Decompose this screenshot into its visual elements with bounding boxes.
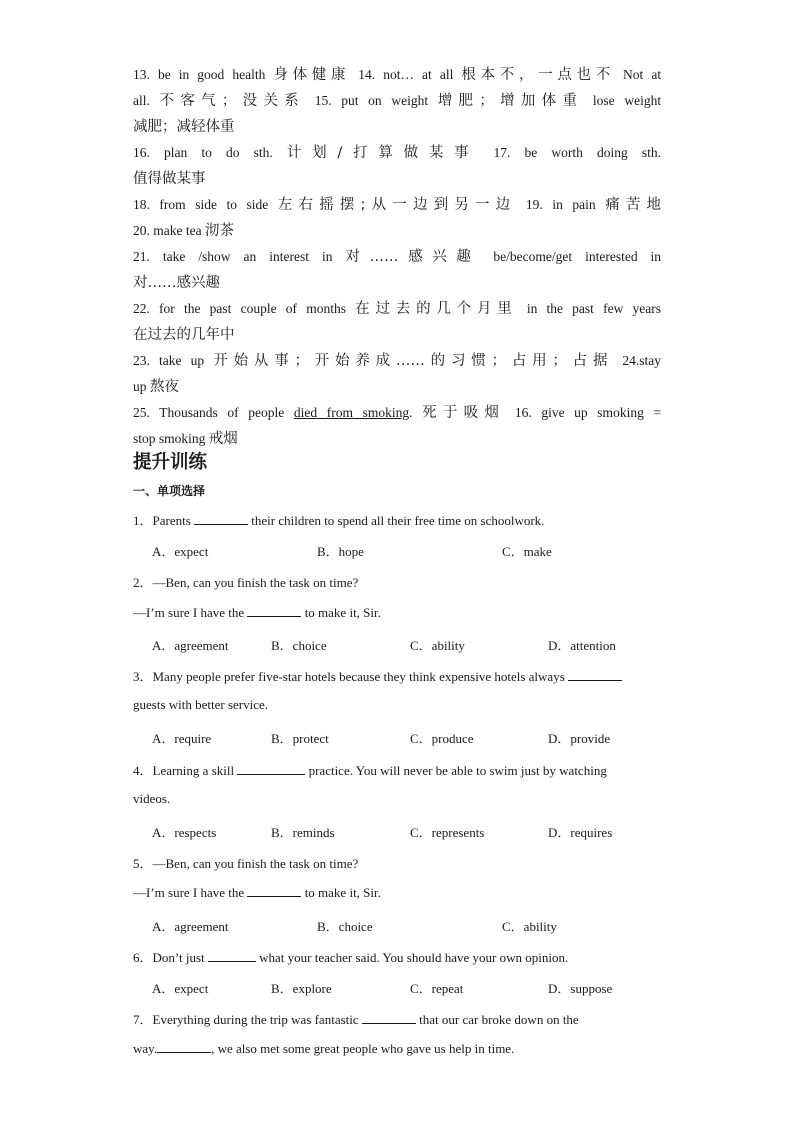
question-text: way. (133, 1041, 158, 1056)
vocab-line (133, 140, 661, 166)
vocab-phrase: 19. in pain (525, 197, 596, 212)
question-6 (133, 947, 568, 966)
vocab-phrase: 25. Thousands of people (133, 405, 285, 420)
question-text: 6．Don’t just (133, 950, 205, 965)
question-text: their children to spend all their free time on schoolwork. (251, 513, 545, 528)
question-text: 3．Many people prefer five-star hotels because they think expensive hotels always (133, 669, 565, 684)
question-text: that our car broke down on the (419, 1012, 579, 1027)
vocab-meaning: 左右摇摆;从一边到另一边 (277, 197, 517, 213)
vocab-line (133, 62, 661, 88)
vocab-line (133, 426, 661, 452)
section-title: 提升训练 (133, 452, 208, 473)
vocab-meaning: 根本不，一点也不 (461, 67, 615, 83)
vocab-phrase: 15. put on weight (314, 93, 429, 108)
option-a[interactable]: A．expect (152, 981, 209, 996)
vocabulary-list (133, 62, 661, 452)
vocab-meaning: 戒烟 (208, 431, 238, 447)
question-text: —I’m sure I have the (133, 605, 245, 620)
vocab-line (133, 244, 661, 270)
vocab-phrase: in the past few years (526, 301, 662, 316)
answer-blank[interactable] (247, 604, 301, 617)
option-d[interactable]: D．attention (548, 638, 616, 653)
vocab-line (133, 166, 661, 192)
vocab-meaning: 减肥；减轻体重 (133, 119, 235, 135)
answer-blank[interactable] (362, 1011, 416, 1024)
option-a[interactable]: A．agreement (152, 919, 229, 934)
question-text: 2．—Ben, can you finish the task on time? (133, 575, 359, 590)
option-b[interactable]: B．hope (317, 544, 364, 559)
vocab-phrase: 17. be worth doing sth. (493, 145, 662, 160)
vocab-phrase: 16. plan to do sth. (133, 145, 273, 160)
question-2-line-2 (133, 604, 381, 621)
answer-blank[interactable] (194, 512, 248, 525)
option-b[interactable]: B．explore (271, 981, 332, 996)
vocab-phrase: 18. from side to side (133, 197, 269, 212)
question-text: videos. (133, 791, 171, 806)
option-a[interactable]: A．agreement (152, 638, 229, 653)
vocab-meaning: 对……感兴趣 (345, 249, 481, 265)
vocab-phrase: 21. take /show an interest in (133, 249, 333, 264)
option-a[interactable]: A．expect (152, 544, 209, 559)
question-5 (133, 853, 358, 872)
question-5-line-2 (133, 884, 381, 901)
vocab-meaning: 痛苦地 (605, 197, 662, 213)
question-3-line-2 (133, 697, 268, 713)
vocab-phrase: 13. be in good health (133, 67, 266, 82)
option-c[interactable]: C．ability (410, 638, 465, 653)
question-text: practice. You will never be able to swim just by watching (308, 763, 607, 778)
vocab-meaning: 对……感兴趣 (133, 275, 220, 291)
option-c[interactable]: C．repeat (410, 981, 464, 996)
answer-blank[interactable] (237, 762, 305, 775)
vocab-meaning: 增肥；增加体重 (437, 93, 584, 109)
vocab-phrase: all. (133, 93, 150, 108)
question-text: 5．—Ben, can you finish the task on time? (133, 856, 359, 871)
vocab-line (133, 374, 661, 400)
answer-blank[interactable] (208, 949, 256, 962)
option-d[interactable]: D．suppose (548, 981, 613, 996)
question-text: 7．Everything during the trip was fantastic (133, 1012, 359, 1027)
question-text: —I’m sure I have the (133, 885, 245, 900)
vocab-line (133, 296, 661, 322)
option-c[interactable]: C．produce (410, 731, 474, 746)
vocab-line (133, 114, 661, 140)
vocab-phrase: up (133, 379, 147, 394)
vocab-meaning: 在过去的几个月里 (355, 301, 518, 317)
option-b[interactable]: B．choice (317, 919, 373, 934)
question-7-line-2 (133, 1040, 514, 1057)
vocab-meaning: 身体健康 (273, 67, 351, 83)
vocab-phrase: 22. for the past couple of months (133, 301, 346, 316)
vocab-phrase: stop smoking (133, 431, 206, 446)
vocab-meaning: 不客气；没关系 (159, 93, 306, 109)
question-text: guests with better service. (133, 697, 269, 712)
vocab-punct: . (409, 405, 413, 420)
question-text: 4．Learning a skill (133, 763, 235, 778)
question-2 (133, 572, 358, 591)
option-d[interactable]: D．requires (548, 825, 613, 840)
question-text: 1．Parents (133, 513, 191, 528)
vocab-phrase: be/become/get interested in (493, 249, 662, 264)
question-text: what your teacher said. You should have your own opinion. (259, 950, 569, 965)
question-text: to make it, Sir. (304, 885, 381, 900)
option-a[interactable]: A．respects (152, 825, 217, 840)
question-1 (133, 510, 544, 529)
vocab-line (133, 218, 661, 244)
option-c[interactable]: C．represents (410, 825, 485, 840)
option-b[interactable]: B．protect (271, 731, 329, 746)
vocab-meaning: 在过去的几年中 (133, 327, 235, 343)
vocab-meaning: 沏茶 (204, 223, 234, 239)
vocab-meaning: 计划/打算做某事 (286, 145, 480, 161)
vocab-line (133, 400, 661, 426)
vocab-line (133, 322, 661, 348)
option-c[interactable]: C．make (502, 544, 552, 559)
underlined-phrase: died from smoking (293, 405, 410, 420)
option-b[interactable]: B．reminds (271, 825, 335, 840)
vocab-phrase: 16. give up smoking = (514, 405, 662, 420)
vocab-phrase: Not at (623, 67, 662, 82)
vocab-phrase: 23. take up (133, 353, 205, 368)
vocab-meaning: 熬夜 (149, 379, 179, 395)
vocab-phrase: 14. not… at all (358, 67, 454, 82)
option-a[interactable]: A．require (152, 731, 212, 746)
answer-blank[interactable] (568, 668, 622, 681)
vocab-line (133, 270, 661, 296)
question-4 (133, 760, 607, 779)
vocab-line (133, 192, 661, 218)
vocab-meaning: 值得做某事 (133, 171, 206, 187)
question-7 (133, 1009, 579, 1028)
vocab-phrase: 20. make tea (133, 223, 202, 238)
question-text: , we also met some great people who gave us help in time. (211, 1041, 515, 1056)
vocab-phrase: lose weight (592, 93, 662, 108)
question-3 (133, 666, 622, 685)
vocab-meaning: 开始从事；开始养成……的习惯；占用；占据 (213, 353, 614, 369)
answer-blank[interactable] (157, 1040, 211, 1053)
answer-blank[interactable] (247, 884, 301, 897)
subsection-title: 一、单项选择 (133, 484, 206, 498)
vocab-meaning: 死于吸烟 (422, 405, 506, 421)
vocab-line (133, 348, 661, 374)
option-c[interactable]: C．ability (502, 919, 557, 934)
question-4-line-2 (133, 791, 170, 807)
option-b[interactable]: B．choice (271, 638, 327, 653)
vocab-phrase: 24.stay (622, 353, 662, 368)
question-text: to make it, Sir. (304, 605, 381, 620)
vocab-line (133, 88, 661, 114)
option-d[interactable]: D．provide (548, 731, 611, 746)
